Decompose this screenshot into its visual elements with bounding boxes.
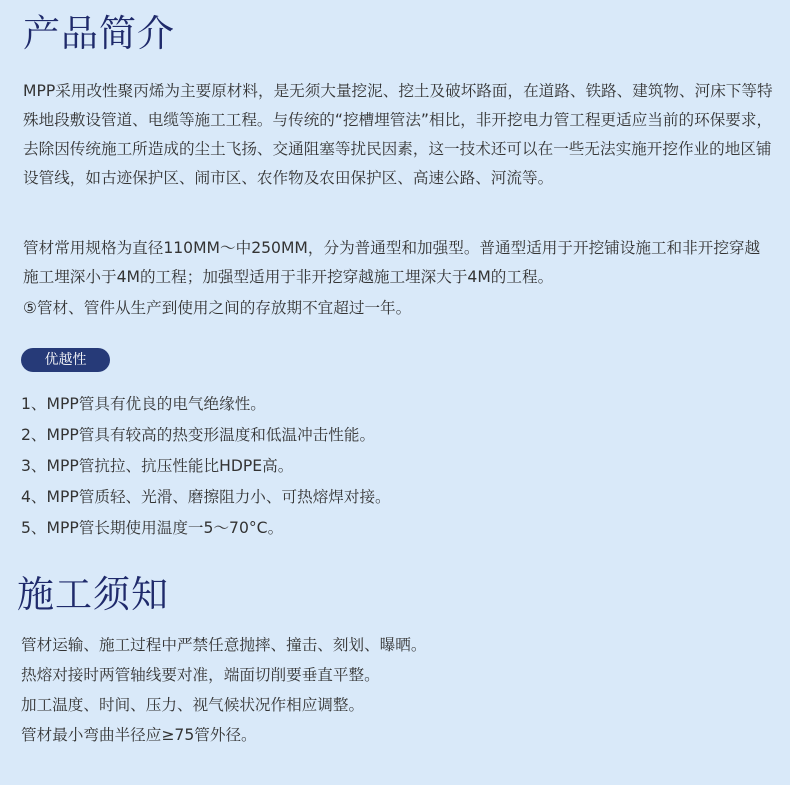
list-item: 2、MPP管具有较高的热变形温度和低温冲击性能。 — [21, 426, 376, 444]
list-item: 热熔对接时两管轴线要对准，端面切削要垂直平整。 — [21, 666, 380, 684]
list-item: 加工温度、时间、压力、视气候状况作相应调整。 — [21, 696, 365, 714]
list-item: 管材最小弯曲半径应≥75管外径。 — [21, 726, 257, 744]
list-item: 1、MPP管具有优良的电气绝缘性。 — [21, 395, 266, 413]
intro-paragraph-2: 管材常用规格为直径110MM～中250MM，分为普通型和加强型。普通型适用于开挖铺设施工和非开挖穿越施工埋深小于4M的工程；加强型适用于非开挖穿越施工埋深大于4M的工程。 — [23, 239, 761, 286]
construction-notice-title: 施工须知 — [17, 573, 169, 616]
product-intro-title: 产品简介 — [23, 12, 175, 55]
advantages-badge: 优越性 — [21, 348, 110, 372]
intro-paragraph-1: MPP采用改性聚丙烯为主要原材料，是无须大量挖泥、挖土及破坏路面，在道路、铁路、建筑物、河床下等特殊地段敷设管道、电缆等施工工程。与传统的“挖槽埋管法”相比，非开挖电力管工程更适应当前的环保要求，去除因传统施工所造成的尘土飞扬、交通阻塞等扰民因素，这一技术还可以在一些无法实施开挖作业的地区铺设管线，如古迹保护区、闹市区、农作物及农田保护区、高速公路、河流等。 — [23, 82, 773, 187]
advantages-list — [21, 389, 391, 544]
notice-list — [21, 630, 426, 750]
list-item: 4、MPP管质轻、光滑、磨擦阻力小、可热熔焊对接。 — [21, 488, 391, 506]
intro-paragraph-3: ⑤管材、管件从生产到使用之间的存放期不宜超过一年。 — [23, 299, 412, 317]
list-item: 管材运输、施工过程中严禁任意抛摔、撞击、刻划、曝晒。 — [21, 636, 427, 654]
list-item: 5、MPP管长期使用温度一5～70°C。 — [21, 519, 284, 537]
list-item: 3、MPP管抗拉、抗压性能比HDPE高。 — [21, 457, 294, 475]
